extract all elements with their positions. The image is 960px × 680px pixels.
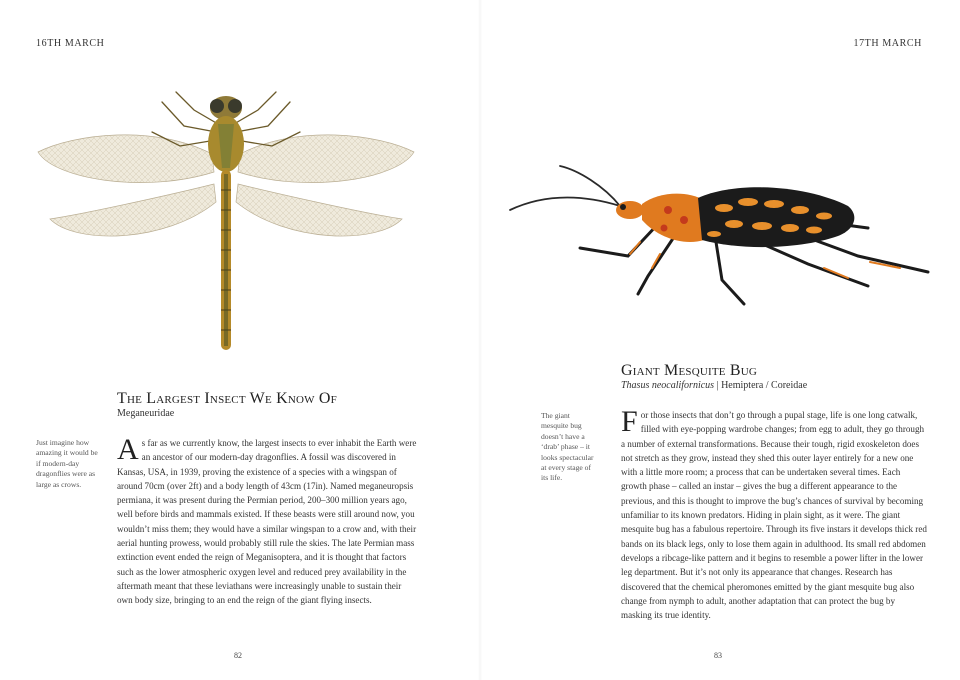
left-body-text: s far as we currently know, the largest insects to ever inhabit the Earth were an ancestor of our modern-day dragonflies. A fossil was discovered in Kansas, USA, in 1939, proving the existence of a species with a wingspan of around 70cm (over 2ft) and a body length of 43cm (17in). Named meganeuropsis permiana, it was present during the Permian period, 200–300 million years ago, well before birds and mammals existed. If these beasts were still around now, you wouldn’t miss them; they would have a similar wingspan to a crow and, with their aerial hunting prowess, would probably still rule the skies. The late Permian mass extinction event ended the reign of Meganisoptera, and it is thought that factors such as the lower atmospheric oxygen level and reduced prey availability in the aftermath meant that these leviathans were increasingly unable to sustain their own body size, bringing to an end the reign of the giant flying insects. xyxy=(117,438,417,606)
left-sidenote: Just imagine how amazing it would be if modern-day dragonflies were as large as crows. xyxy=(36,438,98,489)
right-taxonomy-separator: | xyxy=(714,380,722,391)
giant-dragonfly-illustration xyxy=(34,84,418,356)
right-sidenote: The giant mesquite bug doesn’t have a ‘drab’ phase – it looks spectacular at every stage of its life. xyxy=(541,411,594,483)
book-gutter xyxy=(478,0,482,680)
right-page-number: 83 xyxy=(714,651,722,660)
left-article-family: Meganeuridae xyxy=(117,408,175,419)
right-article-body xyxy=(621,405,927,622)
left-page-date: 16TH MARCH xyxy=(36,38,105,49)
right-article-title: Giant Mesquite Bug xyxy=(621,362,758,379)
right-article-taxonomy xyxy=(621,380,807,391)
right-latin-name: Thasus neocalifornicus xyxy=(621,380,715,391)
right-classification: Hemiptera / Coreidae xyxy=(721,380,808,391)
right-page-date: 17TH MARCH xyxy=(853,38,922,49)
right-body-text: or those insects that don’t go through a pupal stage, life is one long catwalk, filled with eye-popping wardrobe changes; from egg to adult, they go through a number of external transformations. Because their tough, rigid exoskeleton does not stretch as they grow, instead they shed this outer layer entirely for a new one with a little more room; a process that can be undertaken several times. Each growth phase – called an instar – gives the bug a different appearance to the previous, and this is thought to improve the bug’s chances of survival by becoming unfamiliar to its known predators. Hiding in plain sight, as it were. The giant mesquite bug has a fabulous repertoire. Through its five instars it develops thick red bands on its black legs, only to lose them again in adulthood. Its small red abdomen develops a ribcage-like pattern and it begins to resemble a power lifter in the lower leg department. But it’s not only its appearance that changes. Research has discovered that the chemical pheromones emitted by the giant mesquite bug also change from nymph to adult, another adaptation that can protect the bug by masking its true identity. xyxy=(621,410,927,621)
left-article-body xyxy=(117,433,417,608)
left-article-title: The Largest Insect We Know Of xyxy=(117,390,337,407)
left-dropcap: A xyxy=(117,433,139,466)
giant-mesquite-bug-illustration xyxy=(508,158,932,306)
right-dropcap: F xyxy=(621,405,638,438)
left-page-number: 82 xyxy=(234,651,242,660)
